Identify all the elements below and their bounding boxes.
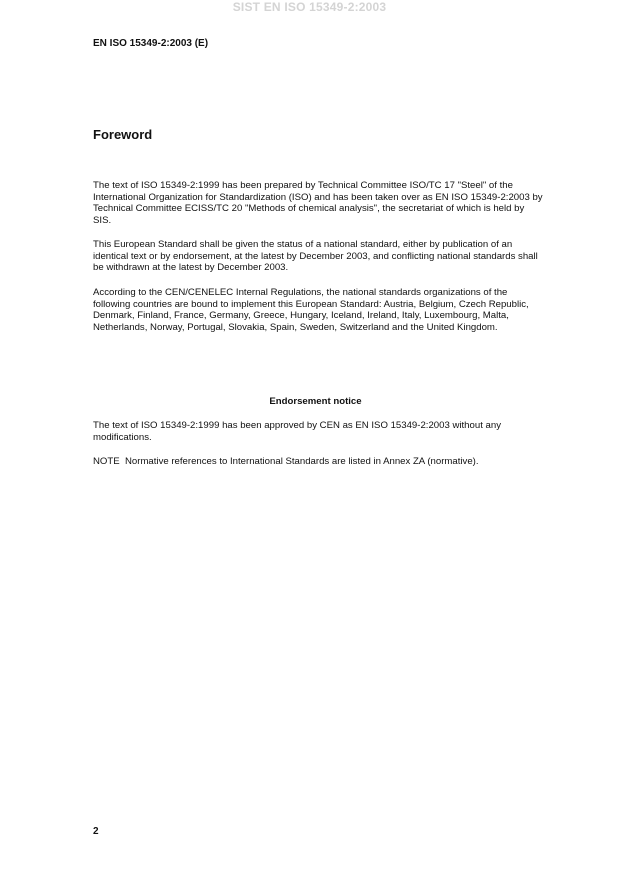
foreword-heading: Foreword (93, 127, 153, 142)
watermark-text: SIST EN ISO 15349-2:2003 (232, 0, 387, 14)
paragraph-text: The text of ISO 15349-2:1999 has been prepared by Technical Committee ISO/TC 17 "Steel" of the International Organization for Standardization (ISO) and has been taken over as EN ISO 15349-2:2003 by Technical Committee ECISS/TC 20 "Methods of chemical analysis", the secretariat of which is held by SIS. (93, 180, 543, 226)
paragraph-text: The text of ISO 15349-2:1999 has been approved by CEN as EN ISO 15349-2:2003 without any modifications. (93, 420, 501, 443)
document-id: EN ISO 15349-2:2003 (E) (93, 38, 209, 49)
note-text: NOTE Normative references to International Standards are listed in Annex ZA (normative). (93, 456, 479, 467)
endorsement-paragraph (93, 420, 543, 443)
foreword-paragraph-3 (93, 287, 543, 333)
foreword-paragraph-2 (93, 239, 543, 274)
endorsement-note (93, 456, 543, 468)
page-number: 2 (93, 826, 99, 837)
foreword-paragraph-1 (93, 180, 543, 226)
endorsement-heading: Endorsement notice (269, 396, 362, 407)
paragraph-text: According to the CEN/CENELEC Internal Regulations, the national standards organizations of the following countries are bound to implement this European Standard: Austria, Belgium, Czech Republic, Denmark, Finland, France, Germany, Greece, Hungary, Iceland, Ireland, Italy, Luxembourg, Malta, Netherlands, Norway, Portugal, Slovakia, Spain, Sweden, Switzerland and the United Kingdom. (93, 287, 529, 333)
paragraph-text: This European Standard shall be given the status of a national standard, either by publication of an identical text or by endorsement, at the latest by December 2003, and conflicting national standards shall be withdrawn at the latest by December 2003. (93, 239, 538, 274)
